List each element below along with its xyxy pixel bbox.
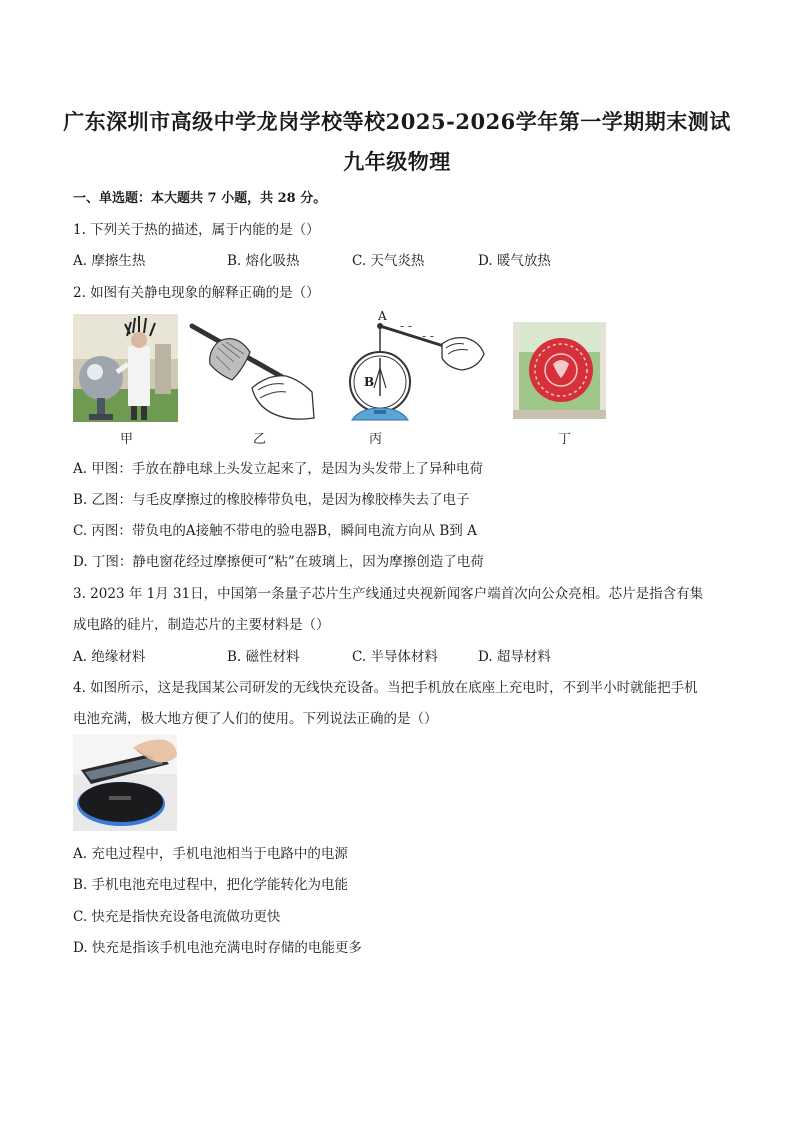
- q2-stem: 2. 如图有关静电现象的解释正确的是（）: [73, 285, 320, 301]
- q3-option-c: C. 半导体材料: [352, 649, 438, 665]
- q1-option-d: D. 暖气放热: [478, 253, 551, 269]
- q1-option-a: A. 摩擦生热: [73, 253, 146, 269]
- q4-option-a: A. 充电过程中，手机电池相当于电路中的电源: [73, 846, 348, 862]
- label-b: B: [364, 375, 375, 389]
- q2-option-b: B. 乙图：与毛皮摩擦过的橡胶棒带负电，是因为橡胶棒失去了电子: [73, 492, 470, 508]
- q4-stem-line1: 4. 如图所示，这是我国某公司研发的无线快充设备。当把手机放在底座上充电时，不到半小时就能把手机: [73, 680, 698, 696]
- q3-option-a: A. 绝缘材料: [73, 649, 146, 665]
- q2-option-a: A. 甲图：手放在静电球上头发立起来了，是因为头发带上了异种电荷: [73, 461, 483, 477]
- label-a: A: [378, 309, 387, 323]
- q3-stem-line2: 成电路的硅片，制造芯片的主要材料是（）: [73, 617, 330, 633]
- caption-ding: 丁: [558, 432, 572, 447]
- q2-option-d: D. 丁图：静电窗花经过摩擦便可“粘”在玻璃上，因为摩擦创造了电荷: [73, 554, 484, 570]
- figure-yi-rod-and-fur: [188, 318, 318, 422]
- caption-bing: 丙: [369, 432, 383, 447]
- caption-jia: 甲: [120, 432, 134, 447]
- q2-option-c: C. 丙图：带负电的A接触不带电的验电器B，瞬间电流方向从 B到 A: [73, 523, 477, 539]
- q3-stem-line1: 3. 2023 年 1月 31日，中国第一条量子芯片生产线通过央视新闻客户端首次向公众亮相。芯片是指含有集: [73, 586, 704, 602]
- figure-ding-window-paper-cut: [513, 322, 606, 419]
- caption-yi: 乙: [253, 432, 267, 447]
- figure-bing-electroscope: [338, 308, 488, 426]
- q3-option-b: B. 磁性材料: [227, 649, 300, 665]
- figure-jia-static-ball: [73, 314, 178, 422]
- q3-option-d: D. 超导材料: [478, 649, 551, 665]
- q1-option-b: B. 熔化吸热: [227, 253, 300, 269]
- q4-option-d: D. 快充是指该手机电池充满电时存储的电能更多: [73, 940, 362, 956]
- q4-option-b: B. 手机电池充电过程中，把化学能转化为电能: [73, 877, 349, 893]
- section-heading: 一、单选题：本大题共 7 小题，共 28 分。: [73, 191, 327, 206]
- svg-text:- -: - -: [400, 319, 412, 333]
- exam-title: 广东深圳市高级中学龙岗学校等校2025-2026学年第一学期期末测试: [63, 109, 731, 134]
- svg-text:- -: - -: [422, 329, 434, 343]
- q4-option-c: C. 快充是指快充设备电流做功更快: [73, 909, 281, 925]
- figure-wireless-charger: [73, 734, 177, 831]
- exam-subtitle: 九年级物理: [343, 149, 451, 174]
- q1-option-c: C. 天气炎热: [352, 253, 425, 269]
- q4-stem-line2: 电池充满，极大地方便了人们的使用。下列说法正确的是（）: [73, 711, 438, 727]
- q1-stem: 1. 下列关于热的描述，属于内能的是（）: [73, 222, 320, 238]
